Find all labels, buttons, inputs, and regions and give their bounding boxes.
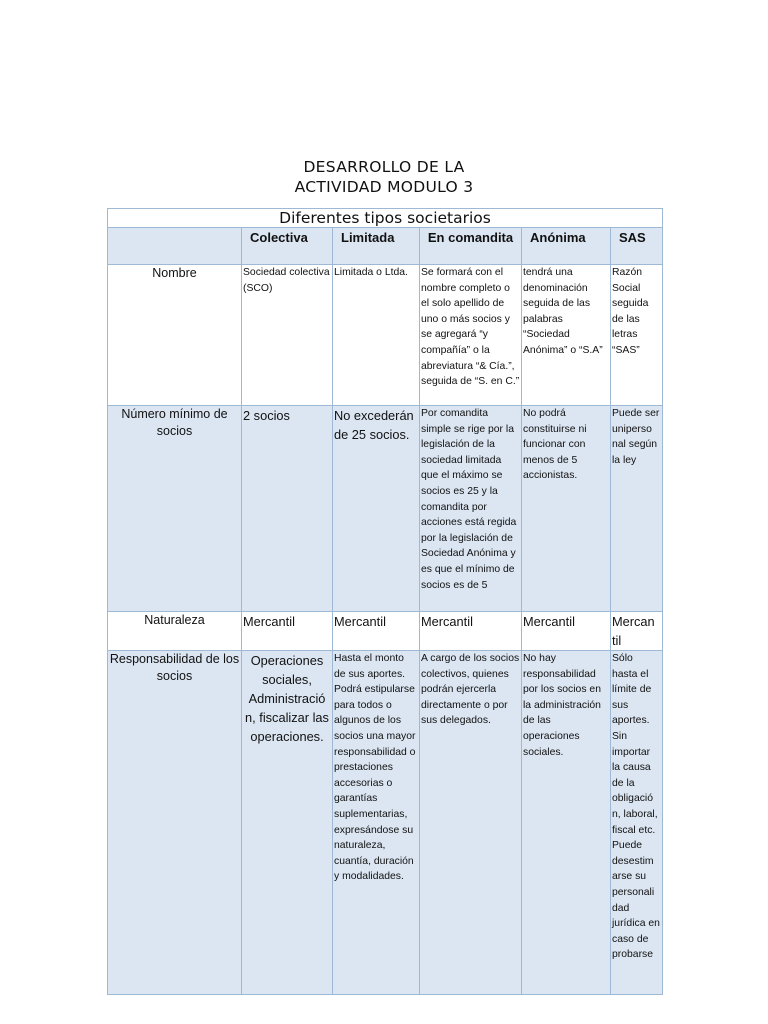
table-cell: Hasta el monto de sus aportes. Podrá estipularse para todos o algunos de los socios una mayor responsabilidad o prestaciones accesorias o garantías suplementarias, expresándose su naturaleza, cuantía, duración y modalidades. [333, 651, 420, 995]
title-line-1: DESARROLLO DE LA [303, 158, 465, 176]
header-anonima: Anónima [522, 228, 611, 265]
table-cell: Mercantil [333, 612, 420, 651]
table-cell: Razón Social seguida de las letras “SAS” [611, 265, 663, 406]
table-caption: Diferentes tipos societarios [108, 209, 663, 228]
table-row [108, 265, 663, 406]
header-row [108, 228, 663, 265]
row-label-responsabilidad: Responsabilidad de los socios [108, 651, 242, 995]
table-cell: No podrá constituirse ni funcionar con menos de 5 accionistas. [522, 406, 611, 612]
header-empty [108, 228, 242, 265]
row-label-numero-minimo: Número mínimo de socios [108, 406, 242, 612]
document-title [0, 157, 768, 197]
header-colectiva: Colectiva [242, 228, 333, 265]
table-cell: Se formará con el nombre completo o el solo apellido de uno o más socios y se agregará “y compañía” o la abreviatura “& Cía.”, seguida de “S. en C.” [420, 265, 522, 406]
table-cell: Sólo hasta el límite de sus aportes. Sin importar la causa de la obligació n, laboral, fiscal etc. Puede desestim arse su personali dad jurídica en caso de probarse [611, 651, 663, 995]
header-sas: SAS [611, 228, 663, 265]
table-cell: Mercantil [420, 612, 522, 651]
table-cell: A cargo de los socios colectivos, quienes podrán ejercerla directamente o por sus delegados. [420, 651, 522, 995]
table-cell: No excederán de 25 socios. [333, 406, 420, 612]
table-cell: No hay responsabilidad por los socios en la administración de las operaciones sociales. [522, 651, 611, 995]
table-row [108, 612, 663, 651]
table-cell: Por comandita simple se rige por la legislación de la sociedad limitada que el máximo se socios es 25 y la comandita por acciones está regida por la legislación de Sociedad Anónima y es que el mínimo de socios es de 5 [420, 406, 522, 612]
table-cell: Puede ser uniperso nal según la ley [611, 406, 663, 612]
table-cell: Operaciones sociales, Administració n, fiscalizar las operaciones. [242, 651, 333, 995]
company-types-table [107, 208, 663, 995]
table-row [108, 651, 663, 995]
table-cell: 2 socios [242, 406, 333, 612]
table-cell: Limitada o Ltda. [333, 265, 420, 406]
row-label-nombre: Nombre [108, 265, 242, 406]
title-line-2: ACTIVIDAD MODULO 3 [294, 178, 474, 196]
header-en-comandita: En comandita [420, 228, 522, 265]
table-cell: tendrá una denominación seguida de las palabras “Sociedad Anónima” o “S.A” [522, 265, 611, 406]
table-cell: Sociedad colectiva (SCO) [242, 265, 333, 406]
table-cell: Mercantil [242, 612, 333, 651]
table-cell: Mercantil [522, 612, 611, 651]
table-cell: Mercan til [611, 612, 663, 651]
row-label-naturaleza: Naturaleza [108, 612, 242, 651]
table-row [108, 406, 663, 612]
header-limitada: Limitada [333, 228, 420, 265]
